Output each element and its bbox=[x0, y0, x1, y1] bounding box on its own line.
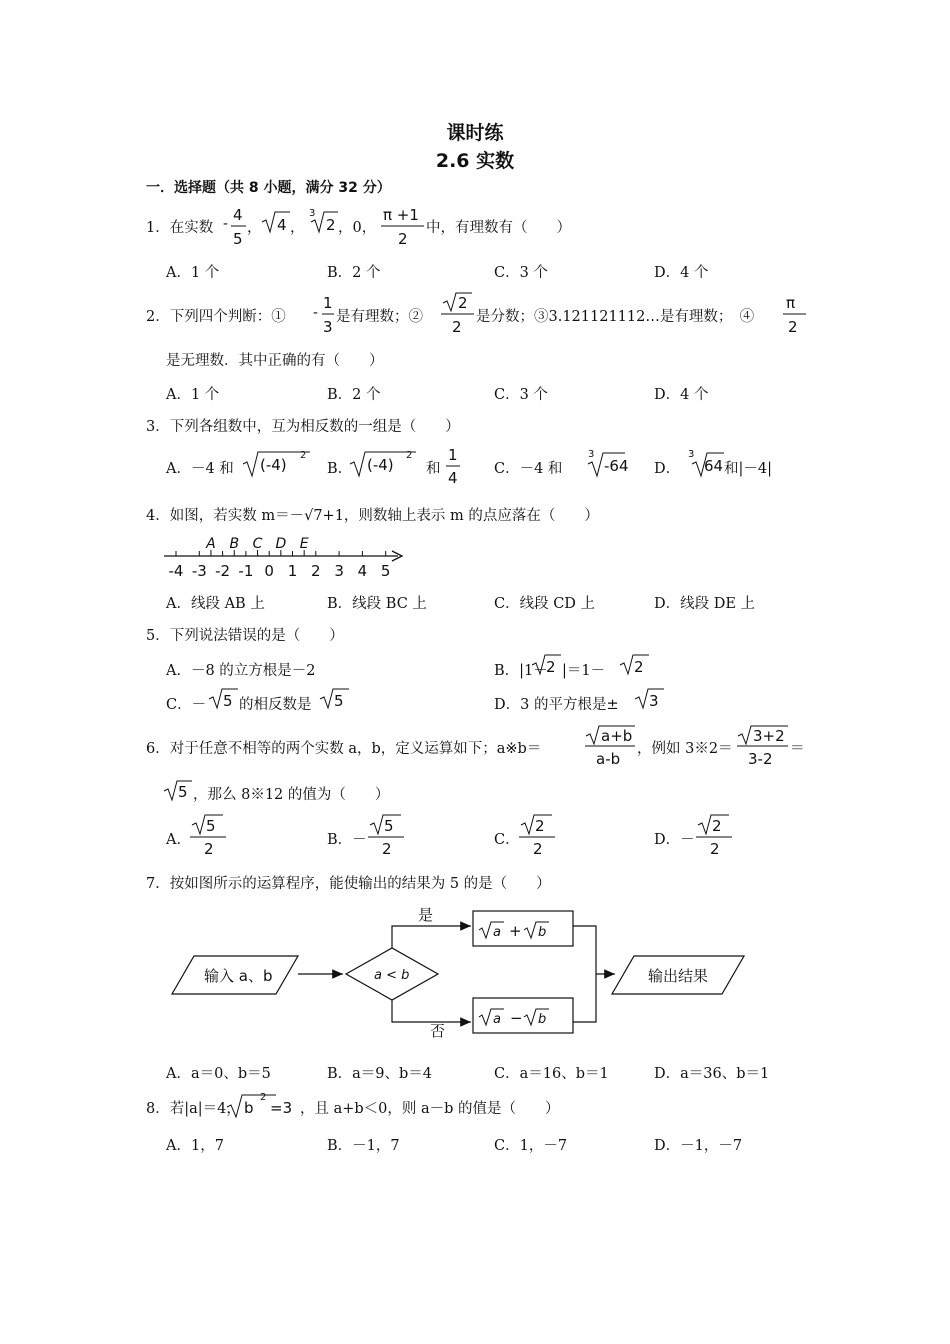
q5-b-rad1: 2 bbox=[546, 658, 556, 676]
flow-input-label: 输入 a、b bbox=[204, 967, 273, 985]
flow-output-label: 输出结果 bbox=[648, 967, 709, 985]
number-line-point-label: A bbox=[206, 536, 216, 552]
q7-option-b[interactable]: B．a＝9、b＝4 bbox=[327, 1066, 433, 1082]
q2-line2: 是无理数．其中正确的有（ ） bbox=[166, 353, 384, 369]
q4-option-d[interactable]: D．线段 DE 上 bbox=[654, 596, 756, 612]
q2-lead: 2．下列四个判断：① bbox=[146, 309, 286, 325]
number-line-point-label: C bbox=[252, 536, 263, 552]
flow-sum-box bbox=[473, 911, 573, 946]
q3-d-post: 和|－4| bbox=[724, 461, 772, 477]
q3-b-rad: (-4) bbox=[367, 456, 394, 474]
q6-f1-rad: a+b bbox=[601, 727, 633, 745]
q2-f1-num: 1 bbox=[323, 294, 333, 312]
q4-option-b[interactable]: B．线段 BC 上 bbox=[327, 596, 427, 612]
q6-mid: ，例如 3※2＝ bbox=[637, 741, 733, 757]
q7-option-d[interactable]: D．a＝36、b＝1 bbox=[654, 1066, 770, 1082]
q6-l2-rad: 5 bbox=[178, 783, 188, 801]
q1-option-d[interactable]: D．4 个 bbox=[654, 265, 709, 281]
q8-pre: 8．若|a|＝4， bbox=[146, 1101, 241, 1117]
q2-f2-den: 2 bbox=[452, 318, 462, 336]
q6-d-den: 2 bbox=[710, 840, 720, 858]
q3-d-rad: 64 bbox=[704, 457, 724, 475]
q3-option-a-prefix[interactable]: A．－4 和 bbox=[166, 461, 234, 477]
q6-a-rad: 5 bbox=[206, 817, 216, 835]
q6-option-c-prefix[interactable]: C． bbox=[494, 832, 520, 848]
q6-a-den: 2 bbox=[204, 840, 214, 858]
number-line-tick-label: -3 bbox=[191, 562, 207, 580]
flow-yes-label: 是 bbox=[418, 906, 434, 924]
q1-cbrt-index: 3 bbox=[309, 208, 316, 219]
q6-f1-den: a-b bbox=[596, 750, 621, 768]
q5-option-c-prefix[interactable]: C．－ bbox=[166, 697, 207, 713]
q2-f2-rad: 2 bbox=[458, 294, 468, 312]
q5-text: 5．下列说法错误的是（ ） bbox=[146, 628, 344, 644]
q2-option-a[interactable]: A．1 个 bbox=[166, 387, 220, 403]
number-line-tick-label: 0 bbox=[264, 562, 274, 580]
q2-t2: 是分数；③3.121121112…是有理数； ④ bbox=[476, 309, 755, 325]
q2-neg: - bbox=[313, 305, 318, 321]
q1-neg: - bbox=[223, 216, 228, 232]
flow-diff-op: − bbox=[510, 1009, 523, 1027]
number-line-tick-label: -1 bbox=[238, 562, 254, 580]
q6-option-d-prefix[interactable]: D．－ bbox=[654, 832, 695, 848]
q5-option-d-prefix[interactable]: D．3 的平方根是± bbox=[494, 697, 619, 713]
q3-b-num: 1 bbox=[448, 446, 458, 464]
number-line-tick-label: -2 bbox=[215, 562, 231, 580]
q2-t1: 是有理数；② bbox=[336, 309, 423, 325]
q6-eq: ＝ bbox=[790, 741, 805, 757]
q1-frac1-num: 4 bbox=[233, 206, 243, 224]
flow-diff-b: b bbox=[538, 1012, 547, 1027]
q3-b-exp: 2 bbox=[406, 450, 413, 461]
flow-sum-b: b bbox=[538, 925, 547, 940]
q6-option-a-prefix[interactable]: A． bbox=[166, 832, 191, 848]
q3-a-exp: 2 bbox=[300, 450, 307, 461]
number-line-tick-label: 4 bbox=[357, 562, 368, 580]
q5-b-mid: |＝1－ bbox=[562, 663, 606, 679]
flow-no-label: 否 bbox=[430, 1022, 446, 1040]
number-line-point-label: D bbox=[275, 536, 287, 552]
q3-text: 3．下列各组数中，互为相反数的一组是（ ） bbox=[146, 419, 460, 435]
q8-post: ，且 a+b＜0，则 a－b 的值是（ ） bbox=[300, 1101, 560, 1117]
q6-c-rad: 2 bbox=[535, 817, 545, 835]
q6-l2-text: ，那么 8※12 的值为（ ） bbox=[193, 787, 390, 803]
flowchart-figure bbox=[160, 898, 760, 1046]
q3-b-mid: 和 bbox=[426, 461, 441, 477]
q2-option-c[interactable]: C．3 个 bbox=[494, 387, 548, 403]
number-line-tick-label: -4 bbox=[168, 562, 184, 580]
q2-f1-den: 3 bbox=[323, 318, 333, 336]
q1-frac2-den: 2 bbox=[398, 230, 408, 248]
q6-f2-den: 3-2 bbox=[748, 750, 773, 768]
q1-tail: 中，有理数有（ ） bbox=[426, 220, 571, 236]
q6-lead: 6．对于任意不相等的两个实数 a，b，定义运算如下；a※b＝ bbox=[146, 741, 542, 757]
q3-d-idx: 3 bbox=[688, 449, 695, 460]
q6-b-rad: 5 bbox=[384, 817, 394, 835]
q3-a-rad: (-4) bbox=[260, 456, 287, 474]
q1-frac2-num: π +1 bbox=[383, 206, 419, 224]
q5-option-a[interactable]: A．－8 的立方根是－2 bbox=[166, 663, 316, 679]
q1-rad1: 4 bbox=[277, 216, 287, 234]
q5-b-rad2: 2 bbox=[634, 658, 644, 676]
q3-c-rad: -64 bbox=[604, 457, 629, 475]
page-subtitle: 2.6 实数 bbox=[435, 150, 515, 172]
q6-c-den: 2 bbox=[533, 840, 543, 858]
page-title: 课时练 bbox=[446, 122, 504, 144]
flow-condition-label: a < b bbox=[374, 968, 410, 983]
section-heading: 一．选择题（共 8 小题，满分 32 分） bbox=[146, 180, 391, 196]
q4-option-a[interactable]: A．线段 AB 上 bbox=[166, 596, 265, 612]
q8-exp: 2 bbox=[260, 1092, 267, 1103]
flow-sum-op: + bbox=[509, 922, 522, 940]
q1-sep1: ， bbox=[247, 220, 262, 236]
q1-lead: 1．在实数 bbox=[146, 220, 214, 236]
q1-option-b[interactable]: B．2 个 bbox=[327, 265, 381, 281]
q1-option-a[interactable]: A．1 个 bbox=[166, 265, 220, 281]
q1-frac1-den: 5 bbox=[233, 230, 243, 248]
q3-option-d-prefix[interactable]: D． bbox=[654, 461, 681, 477]
number-line-tick-label: 2 bbox=[311, 562, 321, 580]
q4-option-c[interactable]: C．线段 CD 上 bbox=[494, 596, 596, 612]
q8-option-c[interactable]: C．1，－7 bbox=[494, 1138, 568, 1154]
number-line-tick-label: 3 bbox=[334, 562, 344, 580]
q2-option-b[interactable]: B．2 个 bbox=[327, 387, 381, 403]
q3-option-b-prefix[interactable]: B． bbox=[327, 461, 353, 477]
q6-d-rad: 2 bbox=[712, 817, 722, 835]
q6-f2-rad: 3+2 bbox=[753, 727, 785, 745]
q3-option-c-prefix[interactable]: C．－4 和 bbox=[494, 461, 563, 477]
number-line-point-label: B bbox=[229, 536, 240, 552]
q2-option-d[interactable]: D．4 个 bbox=[654, 387, 709, 403]
q1-zero: ，0， bbox=[338, 220, 377, 236]
q6-option-b-prefix[interactable]: B．－ bbox=[327, 832, 367, 848]
flow-sum-a: a bbox=[493, 925, 501, 940]
q1-sep2: ， bbox=[290, 220, 305, 236]
q7-option-a[interactable]: A．a＝0、b＝5 bbox=[166, 1066, 271, 1082]
q1-option-c[interactable]: C．3 个 bbox=[494, 265, 548, 281]
q1-rad2: 2 bbox=[326, 216, 336, 234]
q8-rad: b bbox=[244, 1099, 254, 1117]
q8-option-b[interactable]: B．－1，7 bbox=[327, 1138, 400, 1154]
q5-option-b-prefix[interactable]: B．|1－ bbox=[494, 663, 548, 679]
q5-d-rad: 3 bbox=[649, 692, 659, 710]
q2-f3-den: 2 bbox=[788, 318, 798, 336]
q6-b-den: 2 bbox=[382, 840, 392, 858]
q4-text: 4．如图，若实数 m＝－√7+1，则数轴上表示 m 的点应落在（ ） bbox=[146, 508, 599, 524]
q5-c-rad2: 5 bbox=[334, 692, 344, 710]
number-line-figure bbox=[160, 534, 410, 582]
q5-c-rad1: 5 bbox=[223, 692, 233, 710]
q5-c-mid: 的相反数是 bbox=[239, 697, 312, 713]
number-line-tick-label: 1 bbox=[287, 562, 298, 580]
q8-option-a[interactable]: A．1，7 bbox=[166, 1138, 224, 1154]
q7-text: 7．按如图所示的运算程序，能使输出的结果为 5 的是（ ） bbox=[146, 876, 551, 892]
q8-eq: =3 bbox=[270, 1099, 293, 1117]
q3-b-den: 4 bbox=[448, 469, 458, 487]
q3-c-idx: 3 bbox=[588, 449, 595, 460]
q8-option-d[interactable]: D．－1，－7 bbox=[654, 1138, 743, 1154]
number-line-point-label: E bbox=[299, 536, 309, 552]
number-line-tick-label: 5 bbox=[380, 562, 391, 580]
q2-f3-num: π bbox=[786, 294, 796, 312]
flow-diff-box bbox=[473, 998, 573, 1033]
flow-diff-a: a bbox=[493, 1012, 501, 1027]
q7-option-c[interactable]: C．a＝16、b＝1 bbox=[494, 1066, 609, 1082]
